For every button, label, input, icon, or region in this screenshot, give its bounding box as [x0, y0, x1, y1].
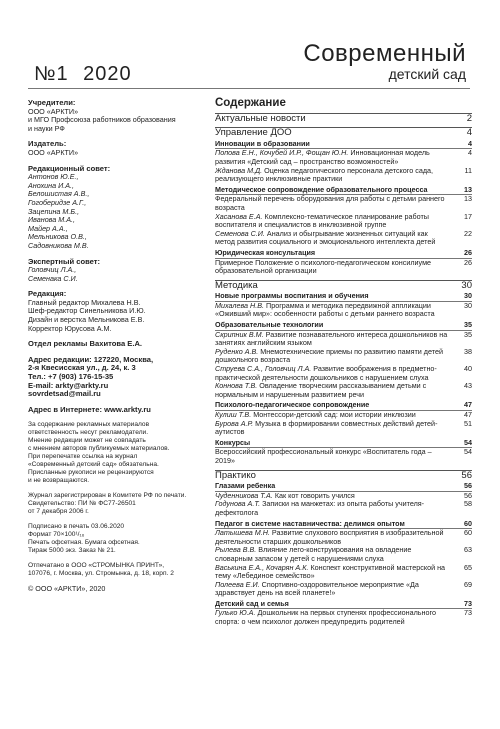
toc-page-number: 43 — [464, 381, 472, 391]
toc-entry[interactable] — [215, 546, 472, 563]
toc-entry[interactable] — [215, 500, 472, 517]
toc-entry-title: Методическое сопровождение образовательного процесса — [215, 184, 428, 194]
toc-entry-author: Струева С.А., Головчиц Л.А. — [215, 364, 312, 374]
toc-section[interactable] — [215, 280, 472, 291]
expert-member: Головчиц Л.А., — [28, 265, 77, 275]
toc-page-number: 54 — [464, 447, 472, 457]
board-member: Садовникова М.В. — [28, 240, 89, 250]
toc-entry-title: Глазами ребенка — [215, 481, 276, 491]
toc-entry-title: Спортивно-оздоровительное мероприятие «Да здравствует день на всей планете!» — [215, 579, 419, 598]
expert-member: Семенака С.И. — [28, 273, 78, 283]
advertising-dept: Отдел рекламы Вахитова Е.А. — [28, 339, 143, 349]
toc-entry-title: Записки на манжетах: из опыта работы учителя-дефектолога — [215, 499, 425, 517]
email-2[interactable]: sovrdetsad@mail.ru — [28, 389, 101, 399]
toc-page-number: 69 — [464, 579, 472, 589]
print-line: Печать офсетная. Бумага офсетная. — [28, 539, 140, 547]
toc-entry-title: Примерное Положение о психолого-педагогическом консилиуме образовательной организации — [215, 257, 432, 276]
disclaimer-line: При перепечатке ссылка на журнал — [28, 453, 138, 461]
registration-line: Журнал зарегистрирован в Комитете РФ по печати. — [28, 492, 187, 500]
registration-line: от 7 декабря 2006 г. — [28, 508, 89, 516]
board-member: Зацепина М.Б., — [28, 206, 80, 216]
toc-page-number: 26 — [464, 257, 472, 267]
editorial-line: Корректор Юрусова А.М. — [28, 323, 112, 333]
table-of-contents — [215, 99, 472, 627]
toc-entry-author: Годунова А.Т. — [215, 499, 261, 509]
toc-entry-text — [215, 529, 448, 546]
toc-title: Содержание — [215, 97, 286, 109]
toc-entry-text — [215, 448, 448, 465]
printer-line: Отпечатано в ООО «СТРОМЫНКА ПРИНТ», — [28, 562, 165, 570]
toc-page-number: 13 — [464, 194, 472, 204]
founders-line-2: и МГО Профсоюза работников образования — [28, 115, 176, 125]
toc-entry[interactable] — [215, 448, 472, 465]
toc-entry-title: Дошкольник на первых ступенях профессионального спорта: о чем психолог должен предупредить родителей — [215, 608, 436, 627]
address-line-2: 2-я Квесисская ул., д. 24, к. 3 — [28, 363, 136, 373]
toc-entry-author: Рылева В.В. — [215, 545, 257, 555]
print-line: Тираж 5000 экз. Заказ № 21. — [28, 547, 116, 555]
toc-entry-author: Хасанова Е.А. — [215, 211, 263, 221]
toc-entry[interactable] — [215, 420, 472, 437]
toc-page-number: 47 — [464, 410, 472, 419]
toc-section[interactable] — [215, 113, 472, 124]
disclaimer-line: «Современный детский сад» обязательна. — [28, 461, 159, 469]
toc-entry-text — [215, 348, 448, 365]
toc-entry-text — [215, 581, 448, 598]
toc-page-number: 35 — [464, 329, 472, 339]
toc-page-number: 63 — [464, 545, 472, 555]
board-member: Гогоберидзе А.Г., — [28, 197, 87, 207]
toc-page-number: 40 — [464, 364, 472, 374]
toc-entry[interactable] — [215, 529, 472, 546]
toc-entry-text — [215, 420, 448, 437]
toc-entry-title: Управление ДОО — [215, 127, 292, 139]
magazine-subtitle: детский сад — [388, 66, 466, 82]
toc-entry[interactable] — [215, 302, 472, 319]
toc-page-number: 26 — [464, 247, 472, 257]
address-line-1: Адрес редакции: 127220, Москва, — [28, 354, 154, 364]
founders-line-3: и науки РФ — [28, 123, 65, 133]
toc-page-number: 51 — [464, 418, 472, 428]
toc-entry-author: Гулько Ю.А. — [215, 608, 256, 618]
toc-entry-text — [215, 520, 448, 529]
editorial-line: Главный редактор Михалева Н.В. — [28, 297, 141, 307]
print-line: Подписано в печать 03.06.2020 — [28, 523, 125, 531]
toc-entry-text — [215, 482, 448, 491]
toc-entry[interactable] — [215, 213, 472, 230]
toc-entry[interactable] — [215, 609, 472, 626]
imprint-column — [28, 99, 208, 594]
issue-year: 2020 — [83, 63, 132, 85]
toc-entry-author: Кулиш Т.В. — [215, 410, 252, 419]
toc-page-number: 30 — [464, 291, 472, 301]
issue-label: №1 — [34, 63, 69, 85]
copyright: © ООО «АРКТИ», 2020 — [28, 584, 106, 594]
disclaimer-line: с мнением авторов публикуемых материалов. — [28, 445, 170, 453]
toc-entry-text — [215, 195, 448, 212]
toc-page-number: 56 — [464, 490, 472, 500]
toc-page-number: 13 — [464, 184, 472, 194]
toc-entry-text — [215, 259, 448, 276]
board-member: Анохина И.А., — [28, 180, 75, 190]
toc-entry-title: Влияние лего-конструирования на овладение словарным запасом у детей с нарушениями слуха — [215, 545, 412, 563]
disclaimer-line: За содержание рекламных материалов — [28, 421, 150, 429]
toc-entry-text — [215, 140, 448, 149]
toc-entry[interactable] — [215, 331, 472, 348]
toc-entry-title: Психолого-педагогическое сопровождение — [215, 400, 370, 410]
toc-entry-text — [215, 249, 448, 258]
toc-entry-text — [215, 600, 448, 609]
website[interactable]: Адрес в Интернете: www.arkty.ru — [28, 404, 151, 414]
expert-heading: Экспертный совет: — [28, 256, 101, 266]
toc-entry-text — [215, 500, 448, 517]
toc-page-number: 2 — [466, 112, 472, 124]
toc-entry-title: Программа и методика передвижной аппликации «Оживший мир»: особенности работы с детьми раннего возраста — [215, 300, 435, 319]
toc-page-number: 60 — [464, 528, 472, 538]
toc-entry-title: Развитие познавательного интереса дошкольников на занятиях английским языком — [215, 329, 448, 348]
toc-page-number: 30 — [461, 279, 472, 291]
toc-entry-text — [215, 469, 448, 481]
toc-entry-title: Инновации в образовании — [215, 138, 310, 148]
publisher-name: ООО «АРКТИ» — [28, 147, 79, 157]
toc-entry-text — [215, 302, 448, 319]
editorial-heading: Редакция: — [28, 289, 67, 299]
toc-entry-text — [215, 279, 448, 291]
toc-entry-title: Методика — [215, 279, 258, 291]
magazine-title: Современный — [303, 40, 466, 67]
toc-entry-title: Образовательные технологии — [215, 320, 324, 330]
toc-entry-title: Актуальные новости — [215, 112, 306, 124]
founders-heading: Учредители: — [28, 98, 76, 107]
toc-entry-text — [215, 331, 448, 348]
phone: Тел.: +7 (903) 176-15-35 — [28, 372, 114, 382]
toc-entry-title: Развитие воображения в предметно-практической деятельности дошкольников с нарушением слуха — [215, 364, 437, 382]
toc-entry-author: Михалева Н.В. — [215, 300, 265, 310]
toc-entry-text — [215, 213, 448, 230]
editorial-line: Шеф-редактор Синельникова И.Ю. — [28, 306, 146, 316]
printer-line: 107076, г. Москва, ул. Стромынка, д. 18, корп. 2 — [28, 570, 174, 578]
toc-entry[interactable] — [215, 259, 472, 276]
registration-line: Свидетельство: ПИ № ФС77-26501 — [28, 500, 136, 508]
toc-page-number: 4 — [468, 148, 472, 158]
toc-entry-title: Комплексно-тематическое планирование работы воспитателя и специалистов в инклюзивной группе — [215, 211, 429, 230]
toc-list — [215, 113, 472, 627]
toc-entry-title: Как кот говорить учился — [272, 490, 355, 500]
toc-entry-text — [215, 167, 448, 184]
toc-page-number: 56 — [464, 481, 472, 491]
toc-page-number: 65 — [464, 562, 472, 572]
toc-entry-text — [215, 149, 448, 166]
toc-entry-author: Васькина Е.А., Кочарян А.К. — [215, 562, 309, 572]
toc-entry-title: Федеральный перечень оборудования для работы с детьми раннего возраста — [215, 194, 445, 212]
toc-entry-author: Коннова Т.В. — [215, 381, 258, 391]
toc-entry-title: Новые программы воспитания и обучения — [215, 291, 369, 301]
toc-page-number: 22 — [464, 228, 472, 238]
toc-entry-author: Руденко А.В. — [215, 346, 259, 356]
board-heading: Редакционный совет: — [28, 163, 111, 173]
board-member: Иванова М.А., — [28, 215, 76, 225]
toc-entry-text — [215, 546, 448, 563]
board-member: Антонов Ю.Е., — [28, 172, 79, 182]
registration — [28, 492, 208, 516]
toc-entry[interactable] — [215, 230, 472, 247]
toc-section[interactable] — [215, 127, 472, 138]
editorial-line: Дизайн и верстка Мельникова Е.В. — [28, 315, 145, 325]
disclaimer-line: Присланные рукописи не рецензируются — [28, 469, 154, 477]
toc-entry-author: Попова Е.Н., Кочубей И.Р., Фощан Ю.Н. — [215, 148, 349, 158]
toc-entry[interactable] — [215, 382, 472, 399]
toc-page-number: 56 — [461, 469, 472, 481]
toc-entry-text — [215, 609, 448, 626]
toc-entry-author: Чуденникова Т.А. — [215, 490, 273, 500]
toc-entry-title: Развитие слухового восприятия в изобразительной деятельности старших дошкольников — [215, 528, 444, 546]
toc-entry-title: Мнемотехнические приемы по развитию памяти детей дошкольного возраста — [215, 346, 443, 365]
toc-page-number: 4 — [466, 127, 472, 139]
toc-entry-title: Всероссийский профессиональный конкурс «Воспитатель года – 2019» — [215, 447, 432, 465]
disclaimer — [28, 421, 208, 485]
toc-entry-text — [215, 382, 448, 399]
board-member: Майер А.А., — [28, 223, 68, 233]
toc-entry-text — [215, 112, 448, 124]
issue-number — [34, 63, 140, 86]
toc-page-number: 35 — [464, 320, 472, 330]
toc-entry[interactable] — [215, 365, 472, 382]
disclaimer-line: ответственность несут рекламодатели. — [28, 429, 149, 437]
toc-entry[interactable] — [215, 167, 472, 184]
toc-entry-text — [215, 129, 448, 138]
toc-entry-author: Семенова С.И. — [215, 228, 265, 238]
print-info — [28, 523, 208, 555]
printer-info — [28, 562, 208, 578]
toc-entry-author: Скрипник В.М. — [215, 329, 264, 339]
toc-page-number: 60 — [464, 518, 472, 528]
header-rule — [28, 88, 470, 89]
toc-page-number: 73 — [464, 608, 472, 618]
toc-entry[interactable] — [215, 581, 472, 598]
toc-entry-text — [215, 321, 448, 330]
toc-entry[interactable] — [215, 195, 472, 212]
toc-entry[interactable] — [215, 564, 472, 581]
toc-entry-title: Практико — [215, 469, 256, 481]
toc-entry-title: Музыка в формировании совместных действий детей-аутистов — [215, 418, 438, 437]
board-member: Мельникова О.В., — [28, 232, 87, 242]
toc-entry-author: Жданова М.Д. — [215, 165, 263, 175]
toc-section[interactable] — [215, 470, 472, 481]
email-1[interactable]: E-mail: arkty@arkty.ru — [28, 380, 109, 390]
toc-entry-author: Бурова А.Р. — [215, 418, 254, 428]
toc-page-number: 30 — [464, 300, 472, 310]
toc-entry-title: Оценка педагогического персонала детского сада, реализующего инклюзивные практики — [215, 165, 434, 184]
disclaimer-line: Мнение редакции может не совпадать — [28, 437, 146, 445]
toc-entry-text — [215, 439, 448, 448]
disclaimer-line: и не возвращаются. — [28, 477, 90, 485]
toc-page-number: 17 — [464, 211, 472, 221]
toc-entry-author: Латышева М.Н. — [215, 528, 270, 538]
toc-entry-text — [215, 186, 448, 195]
publisher-heading: Издатель: — [28, 139, 67, 149]
toc-entry-text — [215, 230, 448, 247]
toc-entry-title: Инновационная модель развития «Детский сад – пространство возможностей» — [215, 148, 430, 166]
toc-entry-title: Конспект конструктивной мастерской на тему «Лебединое семейство» — [215, 562, 446, 581]
toc-entry-title: Юридическая консультация — [215, 247, 316, 257]
toc-entry-title: Конкурсы — [215, 437, 251, 447]
toc-page-number: 54 — [464, 437, 472, 447]
toc-entry-text — [215, 564, 448, 581]
toc-entry-title: Педагог в системе наставничества: делимся опытом — [215, 518, 405, 528]
toc-page-number: 58 — [464, 499, 472, 509]
toc-page-number: 4 — [468, 138, 472, 148]
toc-entry-title: Овладение творческим рассказыванием детьми с нормальным и нарушенным развитием речи — [215, 381, 427, 399]
toc-entry-text — [215, 365, 448, 382]
toc-entry-author: Полеева Е.И. — [215, 579, 260, 589]
toc-entry[interactable] — [215, 348, 472, 365]
toc-page-number: 11 — [464, 165, 472, 175]
founders-line-1: ООО «АРКТИ» — [28, 106, 79, 116]
toc-page-number: 38 — [464, 346, 472, 356]
toc-entry[interactable] — [215, 149, 472, 166]
board-member: Белошистая А.В., — [28, 189, 90, 199]
toc-page-number: 73 — [464, 598, 472, 608]
toc-entry-text — [215, 292, 448, 301]
toc-entry-title: Анализ и обыгрывание жизненных ситуаций как метод развития социального и эмоционального интеллекта детей — [215, 228, 436, 247]
toc-entry-title: Монтессори-детский сад: мои истории инклюзии — [251, 410, 416, 419]
toc-entry-text — [215, 401, 448, 410]
toc-entry-title: Детский сад и семья — [215, 598, 289, 608]
toc-page-number: 47 — [464, 400, 472, 410]
print-line: Формат 70×100¹/₁₆ — [28, 531, 85, 539]
